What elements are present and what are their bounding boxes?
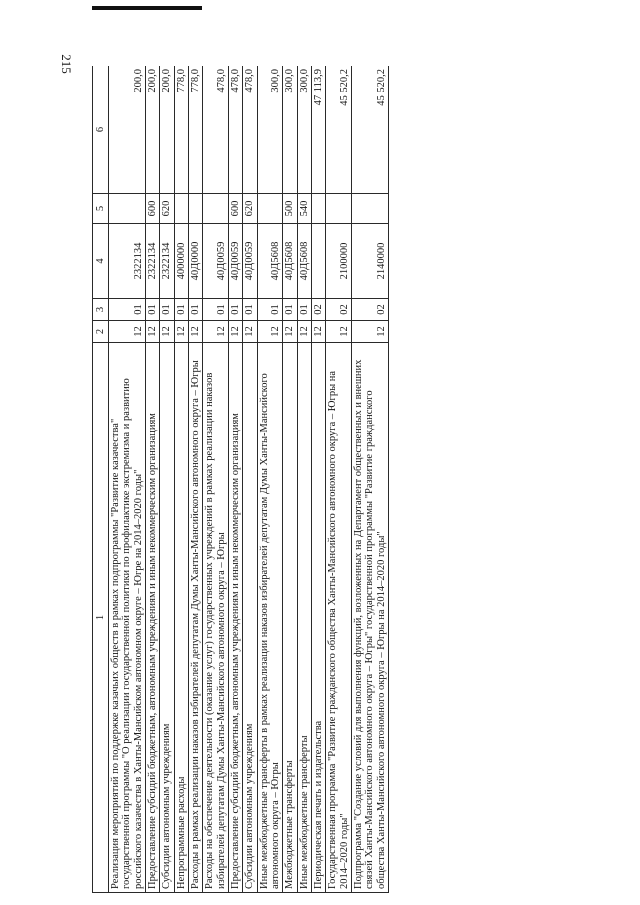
table-row (160, 66, 174, 893)
table-row (351, 66, 388, 893)
row-target-article: 40Д5608 (297, 224, 311, 299)
row-amount: 45 520,2 (351, 66, 388, 194)
row-name: Непрограммные расходы (174, 343, 188, 893)
header-cell-2: 2 (93, 321, 109, 343)
row-amount: 478,0 (243, 66, 257, 194)
row-section: 12 (297, 321, 311, 343)
row-target-article: 40Д5608 (283, 224, 297, 299)
header-cell-6: 6 (93, 66, 109, 194)
row-name: Расходы в рамках реализации наказов избирателей депутатам Думы Ханты-Мансийского автономного округа – Югры (188, 343, 202, 893)
row-section: 12 (203, 321, 229, 343)
row-section: 12 (109, 321, 146, 343)
row-amount: 300,0 (257, 66, 283, 194)
row-subsection: 02 (326, 299, 352, 321)
row-target-article: 2322134 (160, 224, 174, 299)
table-row (174, 66, 188, 893)
row-subsection: 01 (188, 299, 202, 321)
row-subsection: 01 (228, 299, 242, 321)
row-target-article: 40Д5608 (257, 224, 283, 299)
row-expense-type: 500 (283, 194, 297, 224)
row-name: Предоставление субсидий бюджетным, автономным учреждениям и иным некоммерческим организациям (145, 343, 159, 893)
row-section: 12 (326, 321, 352, 343)
row-name: Предоставление субсидий бюджетным, автономным учреждениям и иным некоммерческим организациям (228, 343, 242, 893)
row-amount: 45 520,2 (326, 66, 352, 194)
row-expense-type: 620 (160, 194, 174, 224)
row-expense-type (174, 194, 188, 224)
row-amount: 200,0 (145, 66, 159, 194)
row-target-article: 2140000 (351, 224, 388, 299)
row-amount: 478,0 (203, 66, 229, 194)
row-target-article: 4000000 (174, 224, 188, 299)
row-expense-type: 540 (297, 194, 311, 224)
row-subsection: 01 (203, 299, 229, 321)
page-number: 215 (59, 54, 74, 74)
table-row (203, 66, 229, 893)
row-subsection: 01 (145, 299, 159, 321)
row-amount: 200,0 (160, 66, 174, 194)
row-name: Межбюджетные трансферты (283, 343, 297, 893)
row-section: 12 (311, 321, 325, 343)
row-amount: 300,0 (297, 66, 311, 194)
rotated-content (92, 66, 613, 893)
row-name: Подпрограмма "Создание условий для выполнения функций, возложенных на Департамент общественных и внешних связей Ханты-Мансийского автономного округа – Югры" государственной программы "Развитие гражданского общества Ханты-Мансийского автономного округа – Югры на 2014–2020 годы" (351, 343, 388, 893)
row-subsection: 01 (243, 299, 257, 321)
row-section: 12 (243, 321, 257, 343)
row-expense-type: 620 (243, 194, 257, 224)
row-amount: 47 113,9 (311, 66, 325, 194)
table-row (228, 66, 242, 893)
row-section: 12 (174, 321, 188, 343)
row-subsection: 01 (160, 299, 174, 321)
row-name: Расходы на обеспечение деятельности (оказание услуг) государственных учреждений в рамках реализации наказов избирателей депутатам Думы Ханты-Мансийского автономного округа – Югры (203, 343, 229, 893)
row-target-article: 40Д0059 (243, 224, 257, 299)
header-cell-4: 4 (93, 224, 109, 299)
table-row (297, 66, 311, 893)
row-target-article: 40Д0000 (188, 224, 202, 299)
row-name: Субсидии автономным учреждениям (243, 343, 257, 893)
header-row (93, 66, 109, 893)
row-expense-type (311, 194, 325, 224)
header-cell-3: 3 (93, 299, 109, 321)
row-amount: 778,0 (174, 66, 188, 194)
row-name: Периодическая печать и издательства (311, 343, 325, 893)
row-section: 12 (160, 321, 174, 343)
row-target-article: 40Д0059 (228, 224, 242, 299)
row-amount: 478,0 (228, 66, 242, 194)
row-expense-type (203, 194, 229, 224)
row-subsection: 02 (351, 299, 388, 321)
row-target-article (311, 224, 325, 299)
row-expense-type: 600 (228, 194, 242, 224)
row-amount: 300,0 (283, 66, 297, 194)
row-subsection: 01 (174, 299, 188, 321)
row-expense-type (326, 194, 352, 224)
top-rule (92, 6, 202, 10)
row-section: 12 (351, 321, 388, 343)
row-expense-type: 600 (145, 194, 159, 224)
row-name: Иные межбюджетные трансферты в рамках реализации наказов избирателей депутатам Думы Ханты-Мансийского автономного округа – Югры (257, 343, 283, 893)
row-expense-type (257, 194, 283, 224)
row-name: Государственная программа "Развитие гражданского общества Ханты-Мансийского автономного округа – Югры на 2014–2020 годы" (326, 343, 352, 893)
table-row (243, 66, 257, 893)
row-name: Реализация мероприятий по поддержке казачьих обществ в рамках подпрограммы "Развитие казачества" государственной программы "О реализации государственной политики по профилактике экстремизма и развитию российского казачества в Ханты-Мансийском автономном округе – Югре на 2014–2020 годы" (109, 343, 146, 893)
row-amount: 200,0 (109, 66, 146, 194)
row-expense-type (188, 194, 202, 224)
row-section: 12 (188, 321, 202, 343)
table-row (145, 66, 159, 893)
rotated-page (92, 66, 613, 893)
table-row (283, 66, 297, 893)
row-target-article: 2100000 (326, 224, 352, 299)
row-subsection: 01 (257, 299, 283, 321)
header-cell-5: 5 (93, 194, 109, 224)
row-expense-type (351, 194, 388, 224)
row-subsection: 01 (283, 299, 297, 321)
table-row (109, 66, 146, 893)
row-subsection: 02 (311, 299, 325, 321)
row-target-article: 2322134 (145, 224, 159, 299)
row-subsection: 01 (109, 299, 146, 321)
header-cell-1: 1 (93, 343, 109, 893)
table-row (326, 66, 352, 893)
table-row (311, 66, 325, 893)
row-section: 12 (257, 321, 283, 343)
row-section: 12 (283, 321, 297, 343)
row-expense-type (109, 194, 146, 224)
table-row (188, 66, 202, 893)
row-name: Субсидии автономным учреждениям (160, 343, 174, 893)
row-target-article: 2322134 (109, 224, 146, 299)
row-target-article: 40Д0059 (203, 224, 229, 299)
table-row (257, 66, 283, 893)
row-amount: 778,0 (188, 66, 202, 194)
row-subsection: 01 (297, 299, 311, 321)
row-name: Иные межбюджетные трансферты (297, 343, 311, 893)
row-section: 12 (228, 321, 242, 343)
budget-table (92, 66, 389, 893)
row-section: 12 (145, 321, 159, 343)
